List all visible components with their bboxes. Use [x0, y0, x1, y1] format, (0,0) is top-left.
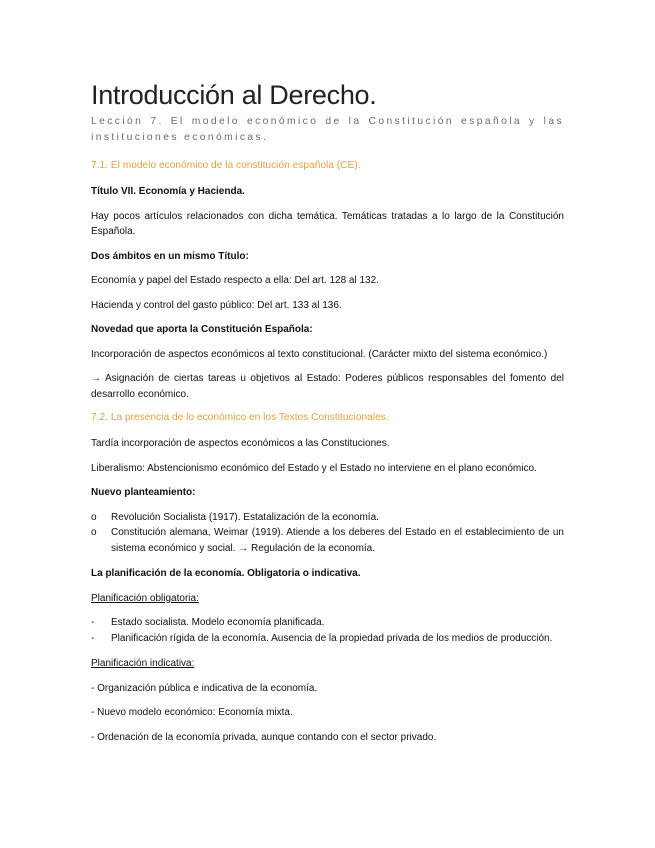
paragraph: - Nuevo modelo económico: Economía mixta. [91, 707, 293, 718]
paragraph: → Asignación de ciertas tareas u objetivos al Estado: Poderes públicos responsables del fomento del desarrollo económico. [91, 373, 564, 400]
paragraph: Hay pocos artículos relacionados con dicha temática. Temáticas tratadas a lo largo de la Constitución Española. [91, 210, 564, 237]
list-item-text: Revolución Socialista (1917). Estatalización de la economía. [111, 511, 379, 523]
paragraph: Economía y papel del Estado respecto a ella: Del art. 128 al 132. [91, 275, 379, 286]
section-heading-7-1: 7.1. El modelo económico de la constitución española (CE). [91, 160, 361, 171]
list-item [91, 510, 564, 526]
bullet-marker: o [91, 527, 97, 538]
dash-marker: - [91, 632, 95, 644]
paragraph: Novedad que aporta la Constitución Española: [91, 324, 313, 335]
paragraph: - Ordenación de la economía privada, aunque contando con el sector privado. [91, 731, 437, 743]
bullet-list [91, 510, 564, 557]
list-item-text: Planificación rígida de la economía. Ausencia de la propiedad privada de los medios de producción. [111, 632, 553, 644]
list-item-text: Constitución alemana, Weimar (1919). Atiende a los deberes del Estado en el establecimiento de un sistema económico y social. → Regulación de la economía. [111, 527, 564, 554]
dash-list [91, 615, 564, 646]
document-title: Introducción al Derecho. [91, 80, 377, 110]
paragraph: Tardía incorporación de aspectos económicos a las Constituciones. [91, 438, 390, 449]
paragraph: - Organización pública e indicativa de la economía. [91, 682, 318, 694]
paragraph: Hacienda y control del gasto público: Del art. 133 al 136. [91, 299, 342, 311]
lesson-subtitle: Lección 7. El modelo económico de la Constitución española y las instituciones económicas. [91, 116, 564, 143]
list-item [91, 525, 564, 556]
document-body [91, 78, 564, 754]
list-item-text: Estado socialista. Modelo economía planificada. [111, 617, 325, 628]
paragraph: Título VII. Economía y Hacienda. [91, 186, 245, 197]
bullet-marker: o [91, 511, 97, 523]
paragraph: Incorporación de aspectos económicos al texto constitucional. (Carácter mixto del sistema económico.) [91, 348, 548, 360]
dash-marker: - [91, 617, 95, 628]
list-item [91, 631, 564, 647]
list-item [91, 615, 564, 631]
indicative-planning-label: Planificación indicativa: [91, 658, 195, 669]
planning-heading: La planificación de la economía. Obligatoria o indicativa. [91, 568, 361, 579]
paragraph: Nuevo planteamiento: [91, 487, 196, 498]
paragraph: Liberalismo: Abstencionismo económico del Estado y el Estado no interviene en el plano económico. [91, 462, 537, 474]
paragraph: Dos ámbitos en un mismo Título: [91, 250, 249, 262]
section-heading-7-2: 7.2. La presencia de lo económico en los Textos Constitucionales. [91, 412, 389, 423]
mandatory-planning-label: Planificación obligatoria: [91, 592, 199, 604]
